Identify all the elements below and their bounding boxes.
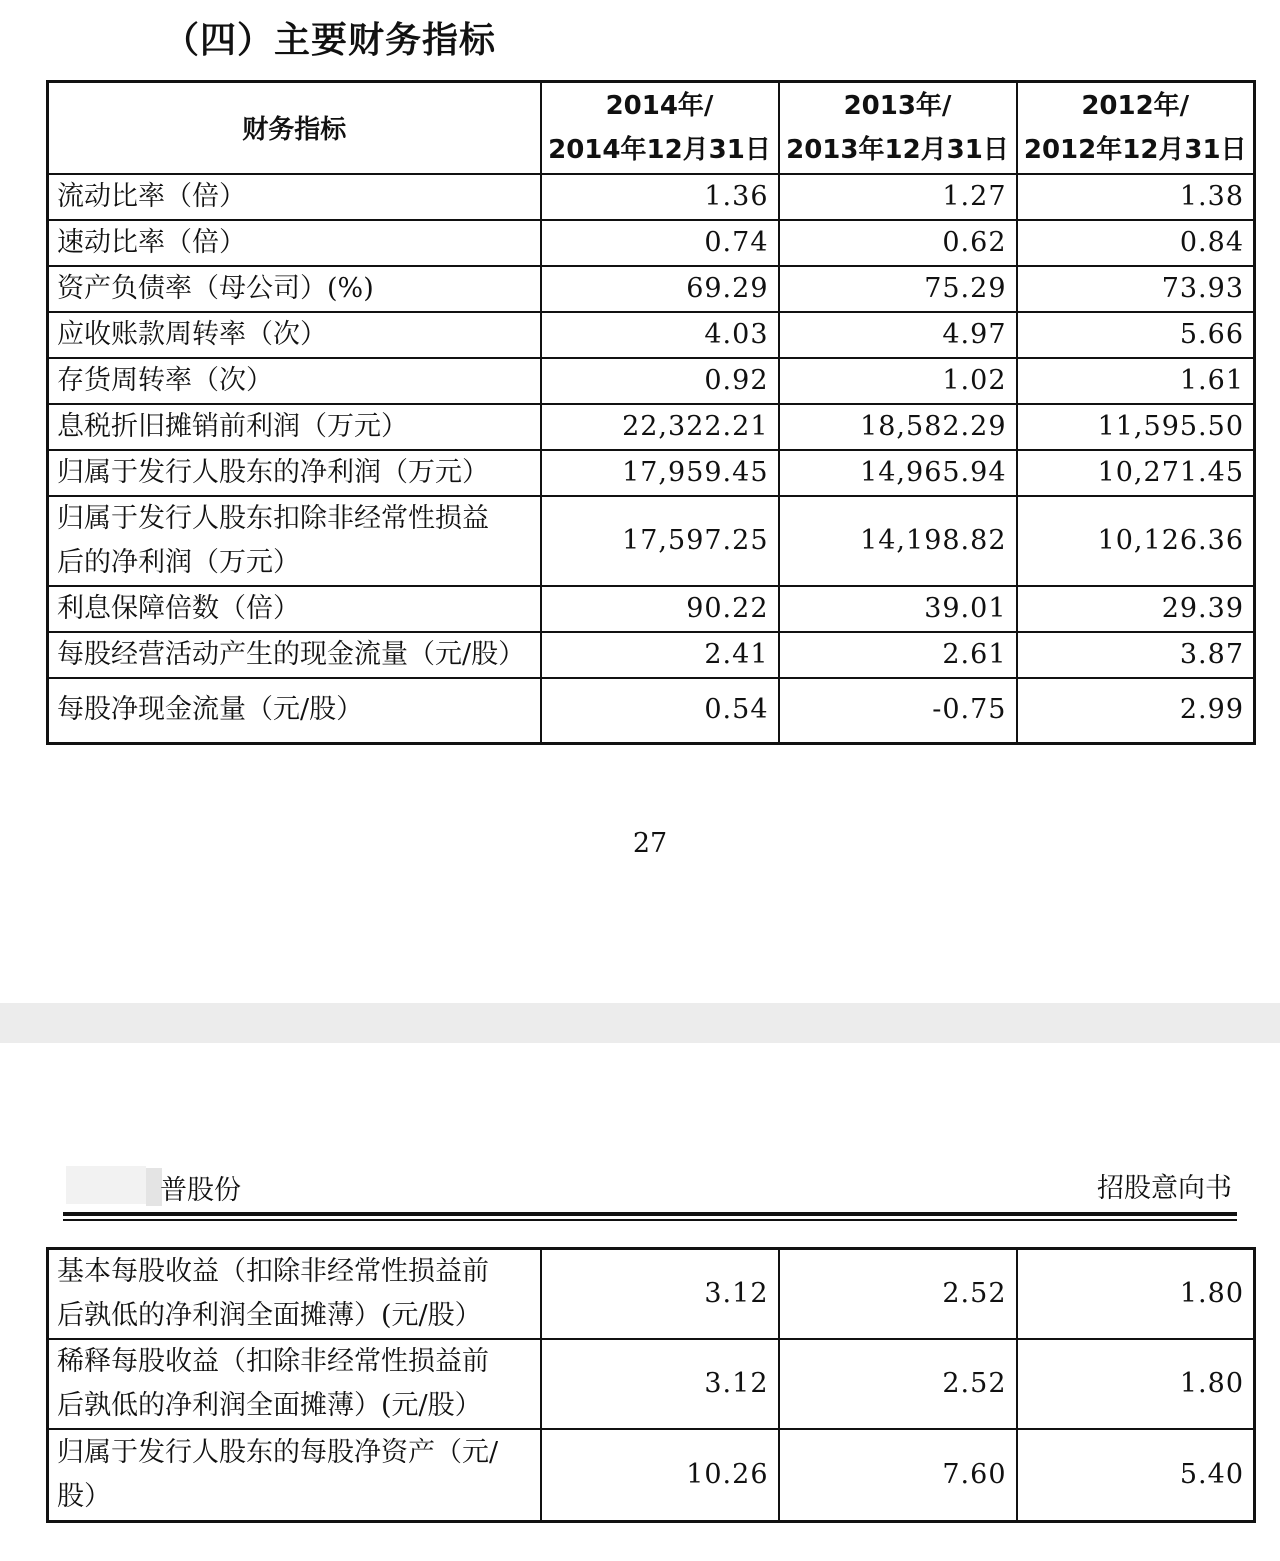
value-2012: 10,271.45 bbox=[1017, 450, 1255, 496]
value-2012: 10,126.36 bbox=[1017, 496, 1255, 586]
header-2014-line1: 2014年/ bbox=[605, 90, 714, 121]
value-2014: 1.36 bbox=[541, 174, 779, 220]
header-2014-line2: 2014年12月31日 bbox=[548, 134, 771, 165]
value-2014: 10.26 bbox=[541, 1429, 779, 1521]
row-label-line1: 归属于发行人股东的每股净资产（元/ bbox=[57, 1436, 499, 1468]
financial-indicators-table bbox=[46, 80, 1256, 745]
value-2013: 14,965.94 bbox=[779, 450, 1017, 496]
row-label: 应收账款周转率（次） bbox=[48, 312, 541, 358]
section-title: （四）主要财务指标 bbox=[163, 20, 497, 61]
financial-indicators-table-continued bbox=[46, 1247, 1256, 1523]
redacted-company-name bbox=[66, 1166, 146, 1204]
table-header-row bbox=[48, 82, 1255, 174]
value-2012: 29.39 bbox=[1017, 586, 1255, 632]
value-2014: 17,597.25 bbox=[541, 496, 779, 586]
value-2013: 2.52 bbox=[779, 1249, 1017, 1340]
row-label: 息税折旧摊销前利润（万元） bbox=[48, 404, 541, 450]
table-row bbox=[48, 450, 1255, 496]
running-header-company: 普股份 bbox=[160, 1175, 241, 1206]
row-label: 利息保障倍数（倍） bbox=[48, 586, 541, 632]
table-row bbox=[48, 632, 1255, 678]
table-row bbox=[48, 1429, 1255, 1521]
value-2012: 3.87 bbox=[1017, 632, 1255, 678]
value-2012: 1.80 bbox=[1017, 1339, 1255, 1429]
value-2014: 22,322.21 bbox=[541, 404, 779, 450]
row-label-line2: 股） bbox=[57, 1480, 111, 1512]
page-number: 27 bbox=[632, 828, 668, 859]
value-2014: 3.12 bbox=[541, 1249, 779, 1340]
header-2012-line2: 2012年12月31日 bbox=[1023, 134, 1247, 165]
value-2012: 5.66 bbox=[1017, 312, 1255, 358]
header-2013-line1: 2013年/ bbox=[843, 90, 952, 121]
value-2012: 11,595.50 bbox=[1017, 404, 1255, 450]
value-2013: 75.29 bbox=[779, 266, 1017, 312]
header-2013 bbox=[779, 82, 1017, 174]
row-label: 归属于发行人股东的净利润（万元） bbox=[48, 450, 541, 496]
page-separator bbox=[0, 1003, 1280, 1043]
table-row bbox=[48, 220, 1255, 266]
row-label: 存货周转率（次） bbox=[48, 358, 541, 404]
header-indicator: 财务指标 bbox=[48, 82, 541, 174]
row-label bbox=[48, 496, 541, 586]
value-2014: 90.22 bbox=[541, 586, 779, 632]
table-row bbox=[48, 266, 1255, 312]
header-rule-thick bbox=[63, 1212, 1237, 1216]
row-label-line1: 基本每股收益（扣除非经常性损益前 bbox=[57, 1256, 489, 1287]
value-2013: -0.75 bbox=[779, 678, 1017, 744]
value-2013: 2.61 bbox=[779, 632, 1017, 678]
row-label: 速动比率（倍） bbox=[48, 220, 541, 266]
value-2012: 73.93 bbox=[1017, 266, 1255, 312]
table-row bbox=[48, 496, 1255, 586]
row-label: 资产负债率（母公司）(%) bbox=[48, 266, 541, 312]
header-2014 bbox=[541, 82, 779, 174]
value-2012: 0.84 bbox=[1017, 220, 1255, 266]
value-2014: 4.03 bbox=[541, 312, 779, 358]
running-header-doc-type: 招股意向书 bbox=[1097, 1173, 1232, 1204]
row-label-line2: 后的净利润（万元） bbox=[57, 546, 300, 578]
value-2012: 2.99 bbox=[1017, 678, 1255, 744]
value-2012: 1.80 bbox=[1017, 1249, 1255, 1340]
value-2013: 4.97 bbox=[779, 312, 1017, 358]
header-2012-line1: 2012年/ bbox=[1081, 90, 1190, 121]
value-2014: 0.54 bbox=[541, 678, 779, 744]
table-row bbox=[48, 358, 1255, 404]
value-2014: 69.29 bbox=[541, 266, 779, 312]
value-2012: 5.40 bbox=[1017, 1429, 1255, 1521]
value-2012: 1.38 bbox=[1017, 174, 1255, 220]
value-2013: 39.01 bbox=[779, 586, 1017, 632]
row-label bbox=[48, 1429, 541, 1521]
header-rule-thin bbox=[63, 1219, 1237, 1221]
table-row bbox=[48, 404, 1255, 450]
value-2014: 0.92 bbox=[541, 358, 779, 404]
table-row bbox=[48, 174, 1255, 220]
row-label bbox=[48, 1339, 541, 1429]
table-row bbox=[48, 312, 1255, 358]
row-label-line1: 稀释每股收益（扣除非经常性损益前 bbox=[57, 1346, 489, 1377]
header-2013-line2: 2013年12月31日 bbox=[786, 134, 1009, 165]
table-row bbox=[48, 1249, 1255, 1340]
row-label-line1: 归属于发行人股东扣除非经常性损益 bbox=[57, 502, 489, 534]
value-2013: 1.02 bbox=[779, 358, 1017, 404]
header-2012 bbox=[1017, 82, 1255, 174]
value-2013: 1.27 bbox=[779, 174, 1017, 220]
table-row bbox=[48, 678, 1255, 744]
value-2013: 18,582.29 bbox=[779, 404, 1017, 450]
value-2013: 7.60 bbox=[779, 1429, 1017, 1521]
value-2014: 2.41 bbox=[541, 632, 779, 678]
value-2013: 0.62 bbox=[779, 220, 1017, 266]
value-2012: 1.61 bbox=[1017, 358, 1255, 404]
value-2013: 14,198.82 bbox=[779, 496, 1017, 586]
table-row bbox=[48, 586, 1255, 632]
row-label bbox=[48, 1249, 541, 1340]
value-2014: 0.74 bbox=[541, 220, 779, 266]
row-label: 流动比率（倍） bbox=[48, 174, 541, 220]
row-label: 每股净现金流量（元/股） bbox=[48, 678, 541, 744]
value-2014: 17,959.45 bbox=[541, 450, 779, 496]
value-2013: 2.52 bbox=[779, 1339, 1017, 1429]
value-2014: 3.12 bbox=[541, 1339, 779, 1429]
row-label: 每股经营活动产生的现金流量（元/股） bbox=[48, 632, 541, 678]
row-label-line2: 后孰低的净利润全面摊薄）(元/股） bbox=[57, 1300, 482, 1331]
row-label-line2: 后孰低的净利润全面摊薄）(元/股） bbox=[57, 1390, 482, 1421]
table-row bbox=[48, 1339, 1255, 1429]
